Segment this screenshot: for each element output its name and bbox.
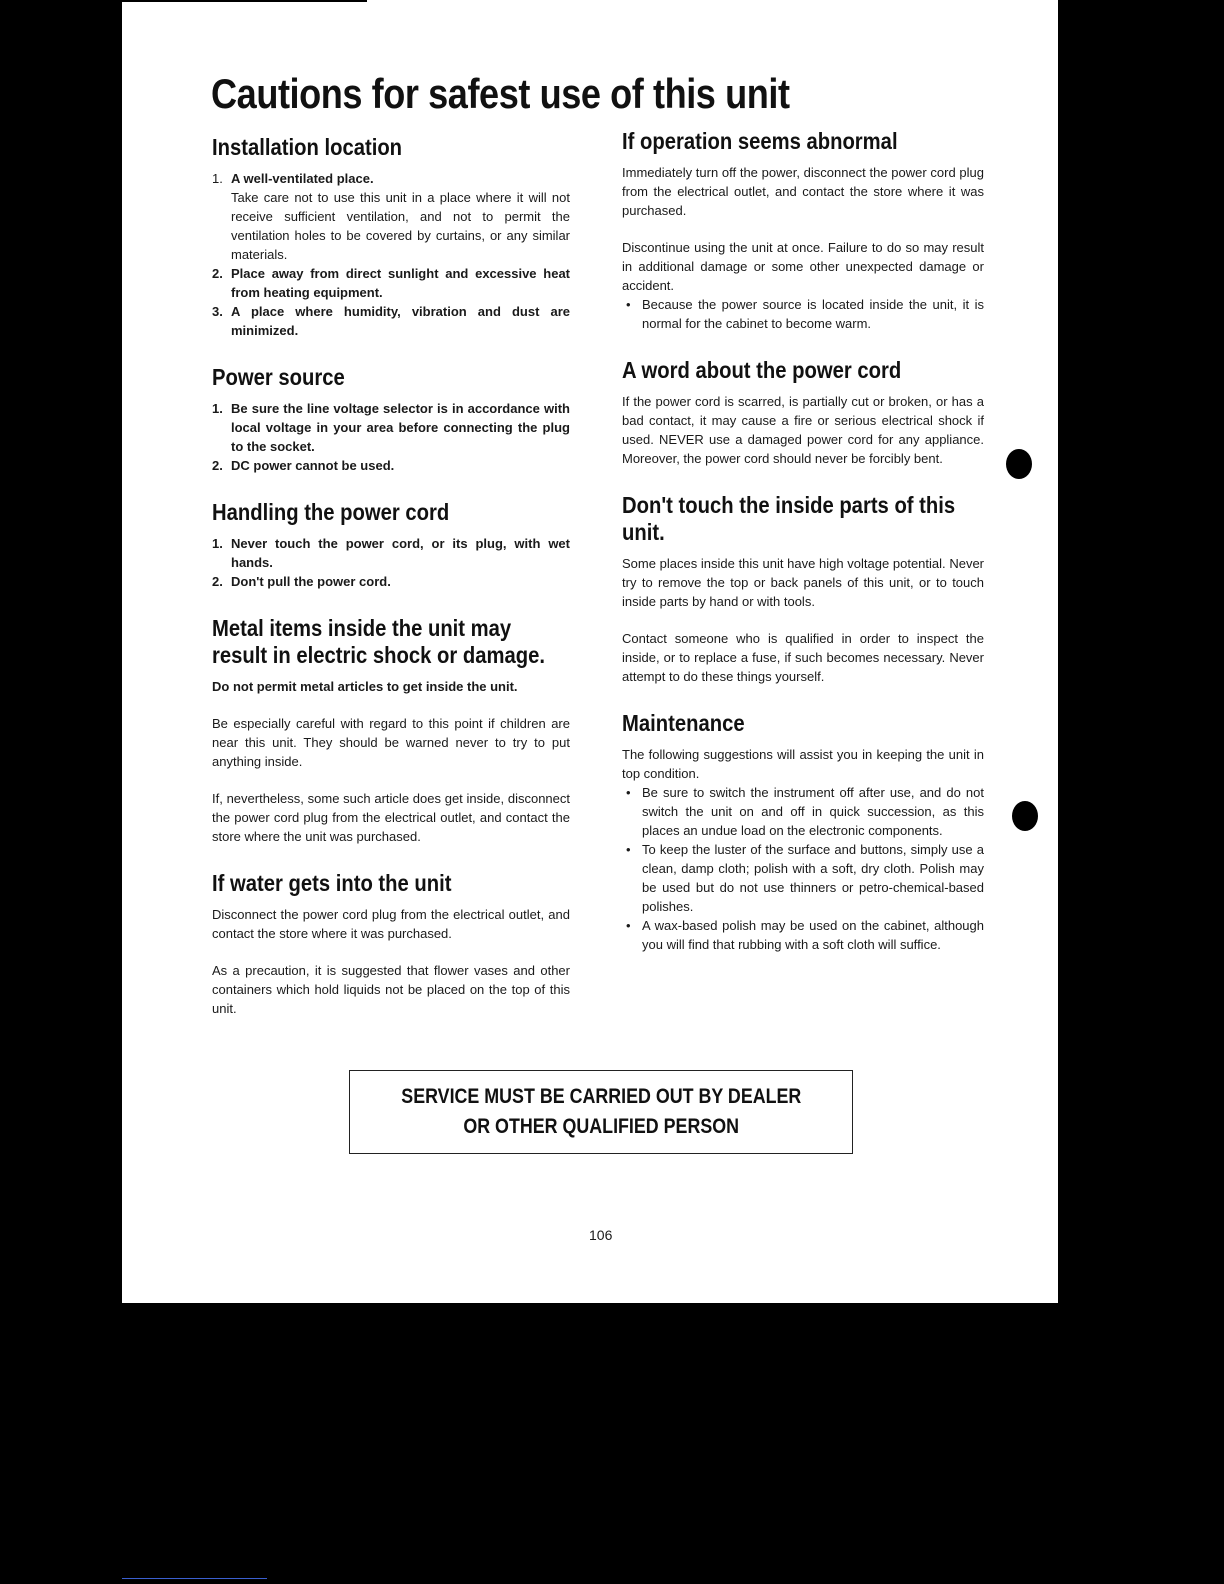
right-column (622, 128, 984, 954)
section-heading-installation: Installation location (212, 134, 403, 160)
list-item: • To keep the luster of the surface and buttons, simply use a clean, damp cloth; polish with a soft, dry cloth. Polish may be used but do not use thinners or petro-chemical-based polishes. (626, 842, 984, 914)
page-number: 106 (589, 1227, 613, 1243)
bottom-link-line (122, 1578, 267, 1579)
section-heading-abnormal: If operation seems abnormal (622, 128, 898, 154)
top-rule (122, 0, 367, 2)
list-item: 2. Place away from direct sunlight and excessive heat from heating equipment. (212, 266, 570, 300)
list-item: 1. Never touch the power cord, or its plug, with wet hands. (212, 536, 570, 570)
page-title: Cautions for safest use of this unit (211, 70, 790, 117)
section-heading-inside-parts: Don't touch the inside parts of this unit. (622, 492, 956, 545)
maintenance-paragraph: The following suggestions will assist you in keeping the unit in top condition. (622, 747, 984, 781)
list-item: 1. Be sure the line voltage selector is in accordance with local voltage in your area before connecting the plug to the socket. (212, 401, 570, 454)
list-item: • Because the power source is located inside the unit, it is normal for the cabinet to become warm. (626, 297, 984, 331)
section-heading-maintenance: Maintenance (622, 710, 745, 736)
power-cord-paragraph: If the power cord is scarred, is partially cut or broken, or has a bad contact, it may cause a fire or serious electrical shock if used. NEVER use a damaged power cord for any appliance. Moreover, the power cord should never be forcibly bent. (622, 394, 984, 466)
list-item: 2. Don't pull the power cord. (212, 574, 391, 589)
water-paragraph-1: Disconnect the power cord plug from the electrical outlet, and contact the store where it was purchased. (212, 907, 570, 941)
inside-parts-paragraph-1: Some places inside this unit have high voltage potential. Never try to remove the top or back panels of this unit, or to touch inside parts by hand or with tools. (622, 556, 984, 609)
metal-items-lead: Do not permit metal articles to get inside the unit. (212, 679, 518, 694)
list-item: 3. A place where humidity, vibration and dust are minimized. (212, 304, 570, 338)
list-item: • A wax-based polish may be used on the cabinet, although you will find that rubbing with a soft cloth will suffice. (626, 918, 984, 952)
metal-items-paragraph-1: Be especially careful with regard to this point if children are near this unit. They should be warned never to try to put anything inside. (212, 716, 570, 769)
power-source-list (212, 399, 570, 475)
inside-parts-paragraph-2: Contact someone who is qualified in order to inspect the inside, or to replace a fuse, if such becomes necessary. Never attempt to do these things yourself. (622, 631, 984, 684)
abnormal-paragraph-2: Discontinue using the unit at once. Failure to do so may result in additional damage or some other unexpected damage or accident. (622, 240, 984, 293)
section-heading-metal-items: Metal items inside the unit may result in electric shock or damage. (212, 615, 545, 668)
metal-items-paragraph-2: If, nevertheless, some such article does get inside, disconnect the power cord plug from the electrical outlet, and contact the store where the unit was purchased. (212, 791, 570, 844)
abnormal-bullets (622, 295, 984, 333)
section-heading-power-cord: A word about the power cord (622, 357, 902, 383)
abnormal-paragraph-1: Immediately turn off the power, disconnect the power cord plug from the electrical outlet, and contact the store where it was purchased. (622, 165, 984, 218)
left-column (212, 134, 570, 1018)
section-heading-water: If water gets into the unit (212, 870, 452, 896)
installation-list (212, 169, 570, 340)
service-notice-line-1: SERVICE MUST BE CARRIED OUT BY DEALER (400, 1085, 802, 1108)
service-notice-box (349, 1070, 853, 1154)
section-heading-handling-cord: Handling the power cord (212, 499, 450, 525)
list-item: 1. A well-ventilated place. Take care not to use this unit in a place where it will not receive sufficient ventilation, and not to permit the ventilation holes to be covered by curtains, or any similar materials. (212, 171, 570, 262)
service-notice-line-2: OR OTHER QUALIFIED PERSON (463, 1115, 739, 1138)
list-item: 2. DC power cannot be used. (212, 458, 395, 473)
water-paragraph-2: As a precaution, it is suggested that flower vases and other containers which hold liquids not be placed on the top of this unit. (212, 963, 570, 1016)
section-heading-power-source: Power source (212, 364, 345, 390)
list-item: • Be sure to switch the instrument off after use, and do not switch the unit on and off in quick succession, as this places an undue load on the electronic components. (626, 785, 984, 838)
scan-border-bottom (0, 1303, 1224, 1584)
binder-hole-mark (1012, 801, 1038, 831)
handling-cord-list (212, 534, 570, 591)
maintenance-bullets (622, 783, 984, 954)
binder-hole-mark (1006, 449, 1032, 479)
